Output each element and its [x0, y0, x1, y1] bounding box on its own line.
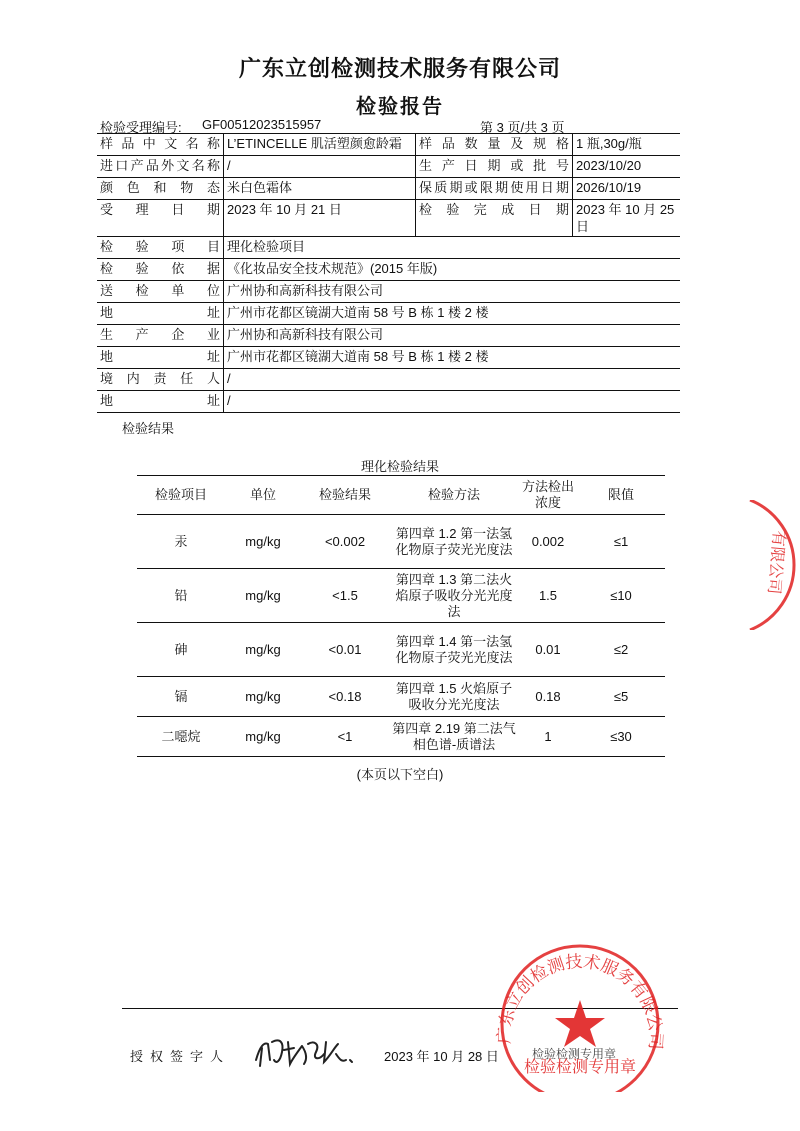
row-lod: 0.01 — [519, 623, 577, 677]
qty-label: 样品数量及规格 — [416, 134, 573, 156]
report-title: 检验报告 — [356, 94, 444, 118]
row-unit: mg/kg — [225, 569, 301, 623]
color-label: 颜色和物态 — [97, 178, 224, 200]
row-unit: mg/kg — [225, 677, 301, 717]
responsible-address-label: 地址 — [97, 391, 224, 413]
col-header-item: 检验项目 — [137, 476, 225, 515]
table-row — [137, 623, 665, 677]
row-lod: 0.18 — [519, 677, 577, 717]
item-value: 理化检验项目 — [224, 237, 681, 259]
row-limit: ≤5 — [577, 677, 665, 717]
row-result: <0.01 — [301, 623, 389, 677]
row-item: 二噁烷 — [137, 717, 225, 757]
row-limit: ≤2 — [577, 623, 665, 677]
accept-no-value: GF00512023515957 — [202, 117, 322, 132]
row-method: 第四章 1.4 第一法氢化物原子荧光光度法 — [389, 623, 519, 677]
sample-info-table — [97, 133, 680, 413]
seal-star-icon — [555, 1000, 605, 1047]
col-header-limit: 限值 — [577, 476, 665, 515]
accept-no-label: 检验受理编号: — [100, 120, 182, 135]
page-indicator: 第 3 页/共 3 页 — [480, 120, 565, 135]
col-header-method: 检验方法 — [389, 476, 519, 515]
finish-date-label: 检验完成日期 — [416, 200, 573, 237]
responsible-address-value: / — [224, 391, 681, 413]
finish-date-value: 2023 年 10 月 25 日 — [573, 200, 681, 237]
row-item: 汞 — [137, 515, 225, 569]
item-label: 检验项目 — [97, 237, 224, 259]
seal-purpose-under: 检验检测专用章 — [532, 1047, 617, 1061]
row-unit: mg/kg — [225, 717, 301, 757]
batch-value: 2023/10/20 — [573, 156, 681, 178]
row-method: 第四章 1.3 第二法火焰原子吸收分光光度法 — [389, 569, 519, 623]
expiry-label: 保质期或限期使用日期 — [416, 178, 573, 200]
batch-label: 生产日期或批号 — [416, 156, 573, 178]
responsible-party-label: 境内责任人 — [97, 369, 224, 391]
sign-date: 2023 年 10 月 28 日 — [384, 1049, 499, 1064]
results-table-caption: 理化检验结果 — [360, 459, 439, 474]
table-row — [137, 717, 665, 757]
table-row — [137, 569, 665, 623]
col-header-result: 检验结果 — [301, 476, 389, 515]
results-table — [137, 475, 665, 757]
table-row — [137, 677, 665, 717]
end-of-page-note: (本页以下空白) — [356, 767, 444, 782]
handwritten-signature — [250, 1030, 360, 1072]
producer-label: 生产企业 — [97, 325, 224, 347]
col-header-lod: 方法检出浓度 — [519, 476, 577, 515]
sender-value: 广州协和高新科技有限公司 — [224, 281, 681, 303]
row-unit: mg/kg — [225, 515, 301, 569]
producer-address-value: 广州市花都区镜湖大道南 58 号 B 栋 1 楼 2 楼 — [224, 347, 681, 369]
row-method: 第四章 2.19 第二法气相色谱-质谱法 — [389, 717, 519, 757]
sample-cn-value: L’ETINCELLE 肌活塑颜愈龄霜 — [224, 134, 416, 156]
row-result: <1.5 — [301, 569, 389, 623]
producer-value: 广州协和高新科技有限公司 — [224, 325, 681, 347]
row-item: 砷 — [137, 623, 225, 677]
row-item: 铅 — [137, 569, 225, 623]
row-result: <0.002 — [301, 515, 389, 569]
col-header-unit: 单位 — [225, 476, 301, 515]
color-value: 米白色霜体 — [224, 178, 416, 200]
producer-address-label: 地址 — [97, 347, 224, 369]
official-seal — [480, 942, 680, 1092]
foreign-name-label: 进口产品外文名称 — [97, 156, 224, 178]
foreign-name-value: / — [224, 156, 416, 178]
row-lod: 1.5 — [519, 569, 577, 623]
side-seal-fragment — [740, 500, 800, 630]
row-item: 镉 — [137, 677, 225, 717]
accept-date-label: 受理日期 — [97, 200, 224, 237]
results-header-row — [137, 476, 665, 515]
row-limit: ≤1 — [577, 515, 665, 569]
results-section-label: 检验结果 — [122, 421, 175, 436]
row-limit: ≤10 — [577, 569, 665, 623]
row-result: <1 — [301, 717, 389, 757]
row-method: 第四章 1.5 火焰原子吸收分光光度法 — [389, 677, 519, 717]
row-limit: ≤30 — [577, 717, 665, 757]
side-seal-text: 有限公司 — [764, 529, 789, 596]
row-unit: mg/kg — [225, 623, 301, 677]
responsible-party-value: / — [224, 369, 681, 391]
sender-label: 送检单位 — [97, 281, 224, 303]
row-method: 第四章 1.2 第一法氢化物原子荧光光度法 — [389, 515, 519, 569]
seal-purpose-text: 检验检测专用章 — [523, 1057, 637, 1076]
accept-date-value: 2023 年 10 月 21 日 — [224, 200, 416, 237]
signer-label: 授权签字人 — [130, 1049, 231, 1064]
row-lod: 0.002 — [519, 515, 577, 569]
row-lod: 1 — [519, 717, 577, 757]
expiry-value: 2026/10/19 — [573, 178, 681, 200]
table-row — [137, 515, 665, 569]
sender-address-value: 广州市花都区镜湖大道南 58 号 B 栋 1 楼 2 楼 — [224, 303, 681, 325]
sender-address-label: 地址 — [97, 303, 224, 325]
company-name: 广东立创检测技术服务有限公司 — [238, 56, 561, 82]
seal-company-text: 广东立创检测技术服务有限公司 — [494, 951, 666, 1051]
basis-label: 检验依据 — [97, 259, 224, 281]
row-result: <0.18 — [301, 677, 389, 717]
basis-value: 《化妆品安全技术规范》(2015 年版) — [224, 259, 681, 281]
qty-value: 1 瓶,30g/瓶 — [573, 134, 681, 156]
sample-cn-label: 样品中文名称 — [97, 134, 224, 156]
